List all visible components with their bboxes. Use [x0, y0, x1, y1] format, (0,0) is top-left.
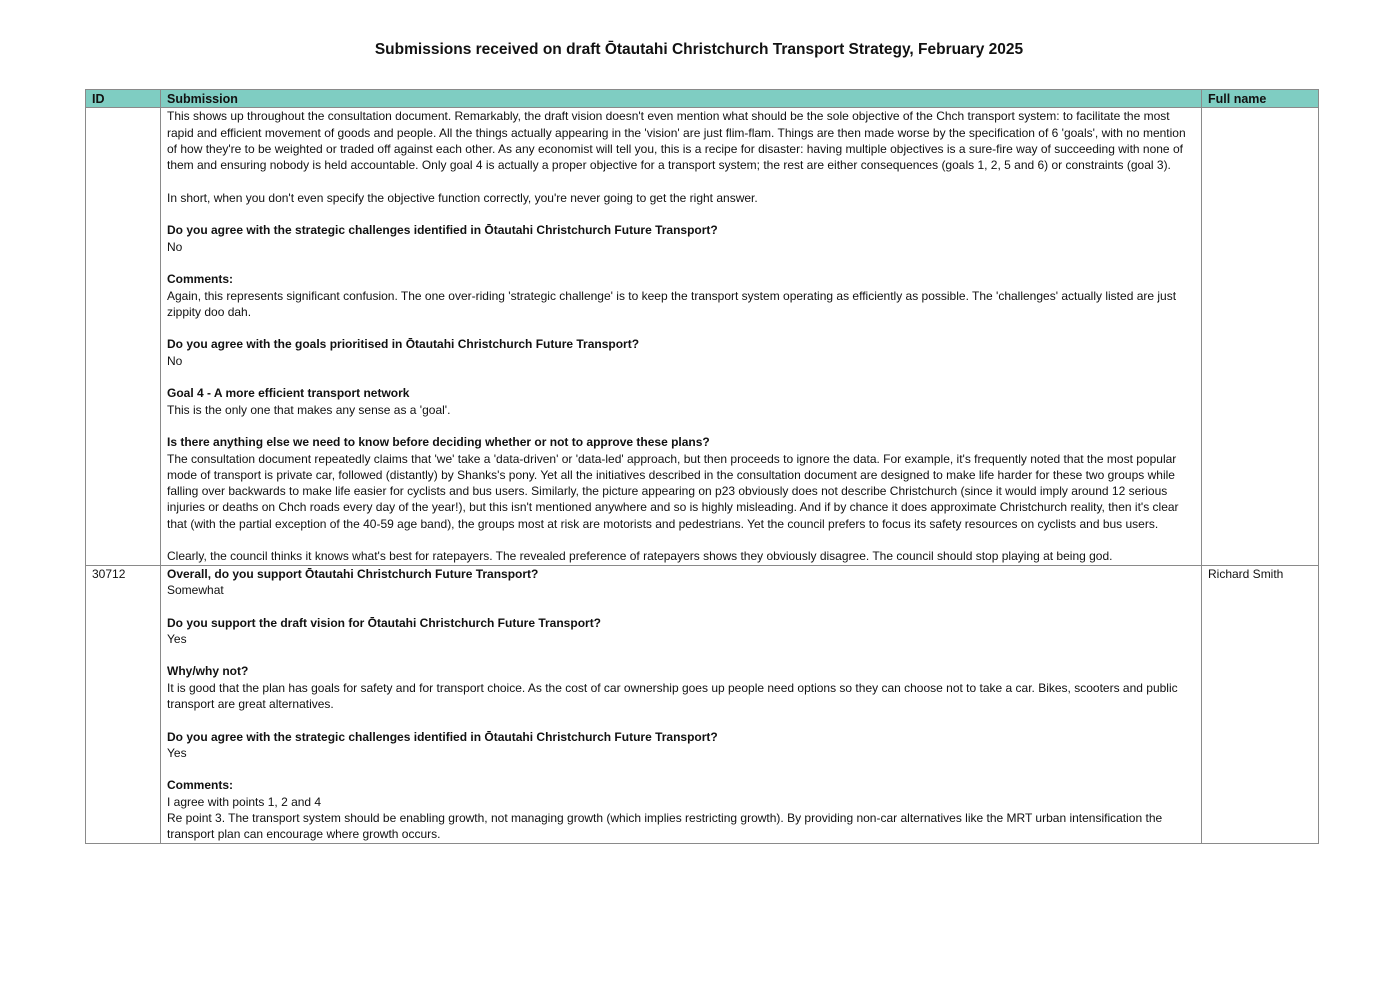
answer-text: No: [167, 239, 183, 254]
question-text: Goal 4 - A more efficient transport network: [167, 386, 410, 401]
question-text: Do you agree with the goals prioritised in Ōtautahi Christchurch Future Transport?: [167, 337, 640, 352]
page-title: Submissions received on draft Ōtautahi Christchurch Transport Strategy, February 2025: [374, 41, 1024, 58]
answer-text: It is good that the plan has goals for safety and for transport choice. As the cost of car ownership goes up people need options so they can choose not to take a car. Bikes, scooters and public transport are great alternatives.: [167, 680, 1178, 711]
submission-paragraph: [167, 108, 1195, 173]
question-block: [167, 566, 1195, 599]
cell-id: [86, 108, 161, 565]
column-header-full-name: Full name: [1202, 90, 1319, 108]
question-block: [167, 385, 1195, 418]
question-text: Comments:: [167, 272, 234, 287]
table-header-row: [86, 90, 1319, 108]
question-text: Comments:: [167, 778, 234, 793]
answer-text: Again, this represents significant confusion. The one over-riding 'strategic challenge' is to keep the transport system operating as efficiently as possible. The 'challenges' actually listed are just zippity doo dah.: [167, 288, 1177, 319]
question-block: [167, 271, 1195, 320]
question-text: Do you support the draft vision for Ōtautahi Christchurch Future Transport?: [167, 615, 602, 630]
cell-full-name: [1202, 108, 1319, 565]
table-row: [86, 565, 1319, 843]
answer-text: No: [167, 353, 183, 368]
answer-text: I agree with points 1, 2 and 4: [167, 794, 322, 809]
answer-text: This shows up throughout the consultation document. Remarkably, the draft vision doesn't even mention what should be the sole objective of the Chch transport system: to facilitate the most rapid and efficient movement of goods and people. All the things actually appearing in the 'vision' are just flim-flam. Things are then made worse by the specification of 6 'goals', with no mention of how they're to be weighted or traded off against each other. As any economist will tell you, this is a recipe for disaster: having multiple objectives is a sure-fire way of succeeding with none of them and ensuring nobody is held accountable. Only goal 4 is actually a proper objective for a transport system; the rest are either consequences (goals 1, 2, 5 and 6) or constraints (goal 3).: [167, 109, 1186, 173]
answer-text: Re point 3. The transport system should be enabling growth, not managing growth (which implies restricting growth). By providing non-car alternatives like the MRT urban intensification the transport plan can encourage where growth occurs.: [167, 811, 1163, 842]
cell-full-name: Richard Smith: [1202, 565, 1319, 843]
cell-id: 30712: [86, 565, 161, 843]
answer-text: Yes: [167, 745, 187, 760]
submission-paragraph: [167, 548, 1195, 564]
question-text: Do you agree with the strategic challenges identified in Ōtautahi Christchurch Future Transport?: [167, 223, 718, 238]
answer-text: Somewhat: [167, 582, 224, 597]
question-text: Overall, do you support Ōtautahi Christchurch Future Transport?: [167, 566, 539, 581]
cell-submission: [161, 108, 1202, 565]
column-header-id: ID: [86, 90, 161, 108]
answer-text: The consultation document repeatedly claims that 'we' take a 'data-driven' or 'data-led' approach, but then proceeds to ignore the data. For example, it's frequently noted that the most popular mode of transport is private car, followed (distantly) by Shanks's pony. Yet all the initiatives described in the consultation document are designed to make life harder for these two groups while falling over backwards to make life easier for cyclists and bus users. Similarly, the picture appearing on p23 obviously does not describe Christchurch (since it would imply around 12 serious injuries or deaths on Chch roads every day of the year!), but this isn't mentioned anywhere and so is highly misleading. And if by chance it does approximate Christchurch reality, then it's clear that (with the partial exception of the 40-59 age band), the groups most at risk are motorists and pedestrians. Yet the council prefers to focus its safety resources on cyclists and bus users.: [167, 451, 1179, 531]
submissions-table: [85, 89, 1319, 844]
column-header-submission: Submission: [161, 90, 1202, 108]
question-text: Do you agree with the strategic challenges identified in Ōtautahi Christchurch Future Transport?: [167, 729, 718, 744]
question-block: [167, 729, 1195, 762]
question-block: [167, 777, 1195, 842]
question-block: [167, 434, 1195, 532]
question-text: Is there anything else we need to know before deciding whether or not to approve these plans?: [167, 435, 710, 450]
question-text: Why/why not?: [167, 664, 249, 679]
question-block: [167, 222, 1195, 255]
table-row: [86, 108, 1319, 565]
answer-text: Clearly, the council thinks it knows what's best for ratepayers. The revealed preference of ratepayers shows they obviously disagree. The council should stop playing at being god.: [167, 549, 1113, 564]
cell-submission: [161, 565, 1202, 843]
submission-paragraph: [167, 190, 1195, 206]
answer-text: Yes: [167, 631, 187, 646]
answer-text: In short, when you don't even specify the objective function correctly, you're never going to get the right answer.: [167, 190, 758, 205]
answer-text: This is the only one that makes any sense as a 'goal'.: [167, 402, 451, 417]
question-block: [167, 615, 1195, 648]
question-block: [167, 663, 1195, 712]
question-block: [167, 336, 1195, 369]
